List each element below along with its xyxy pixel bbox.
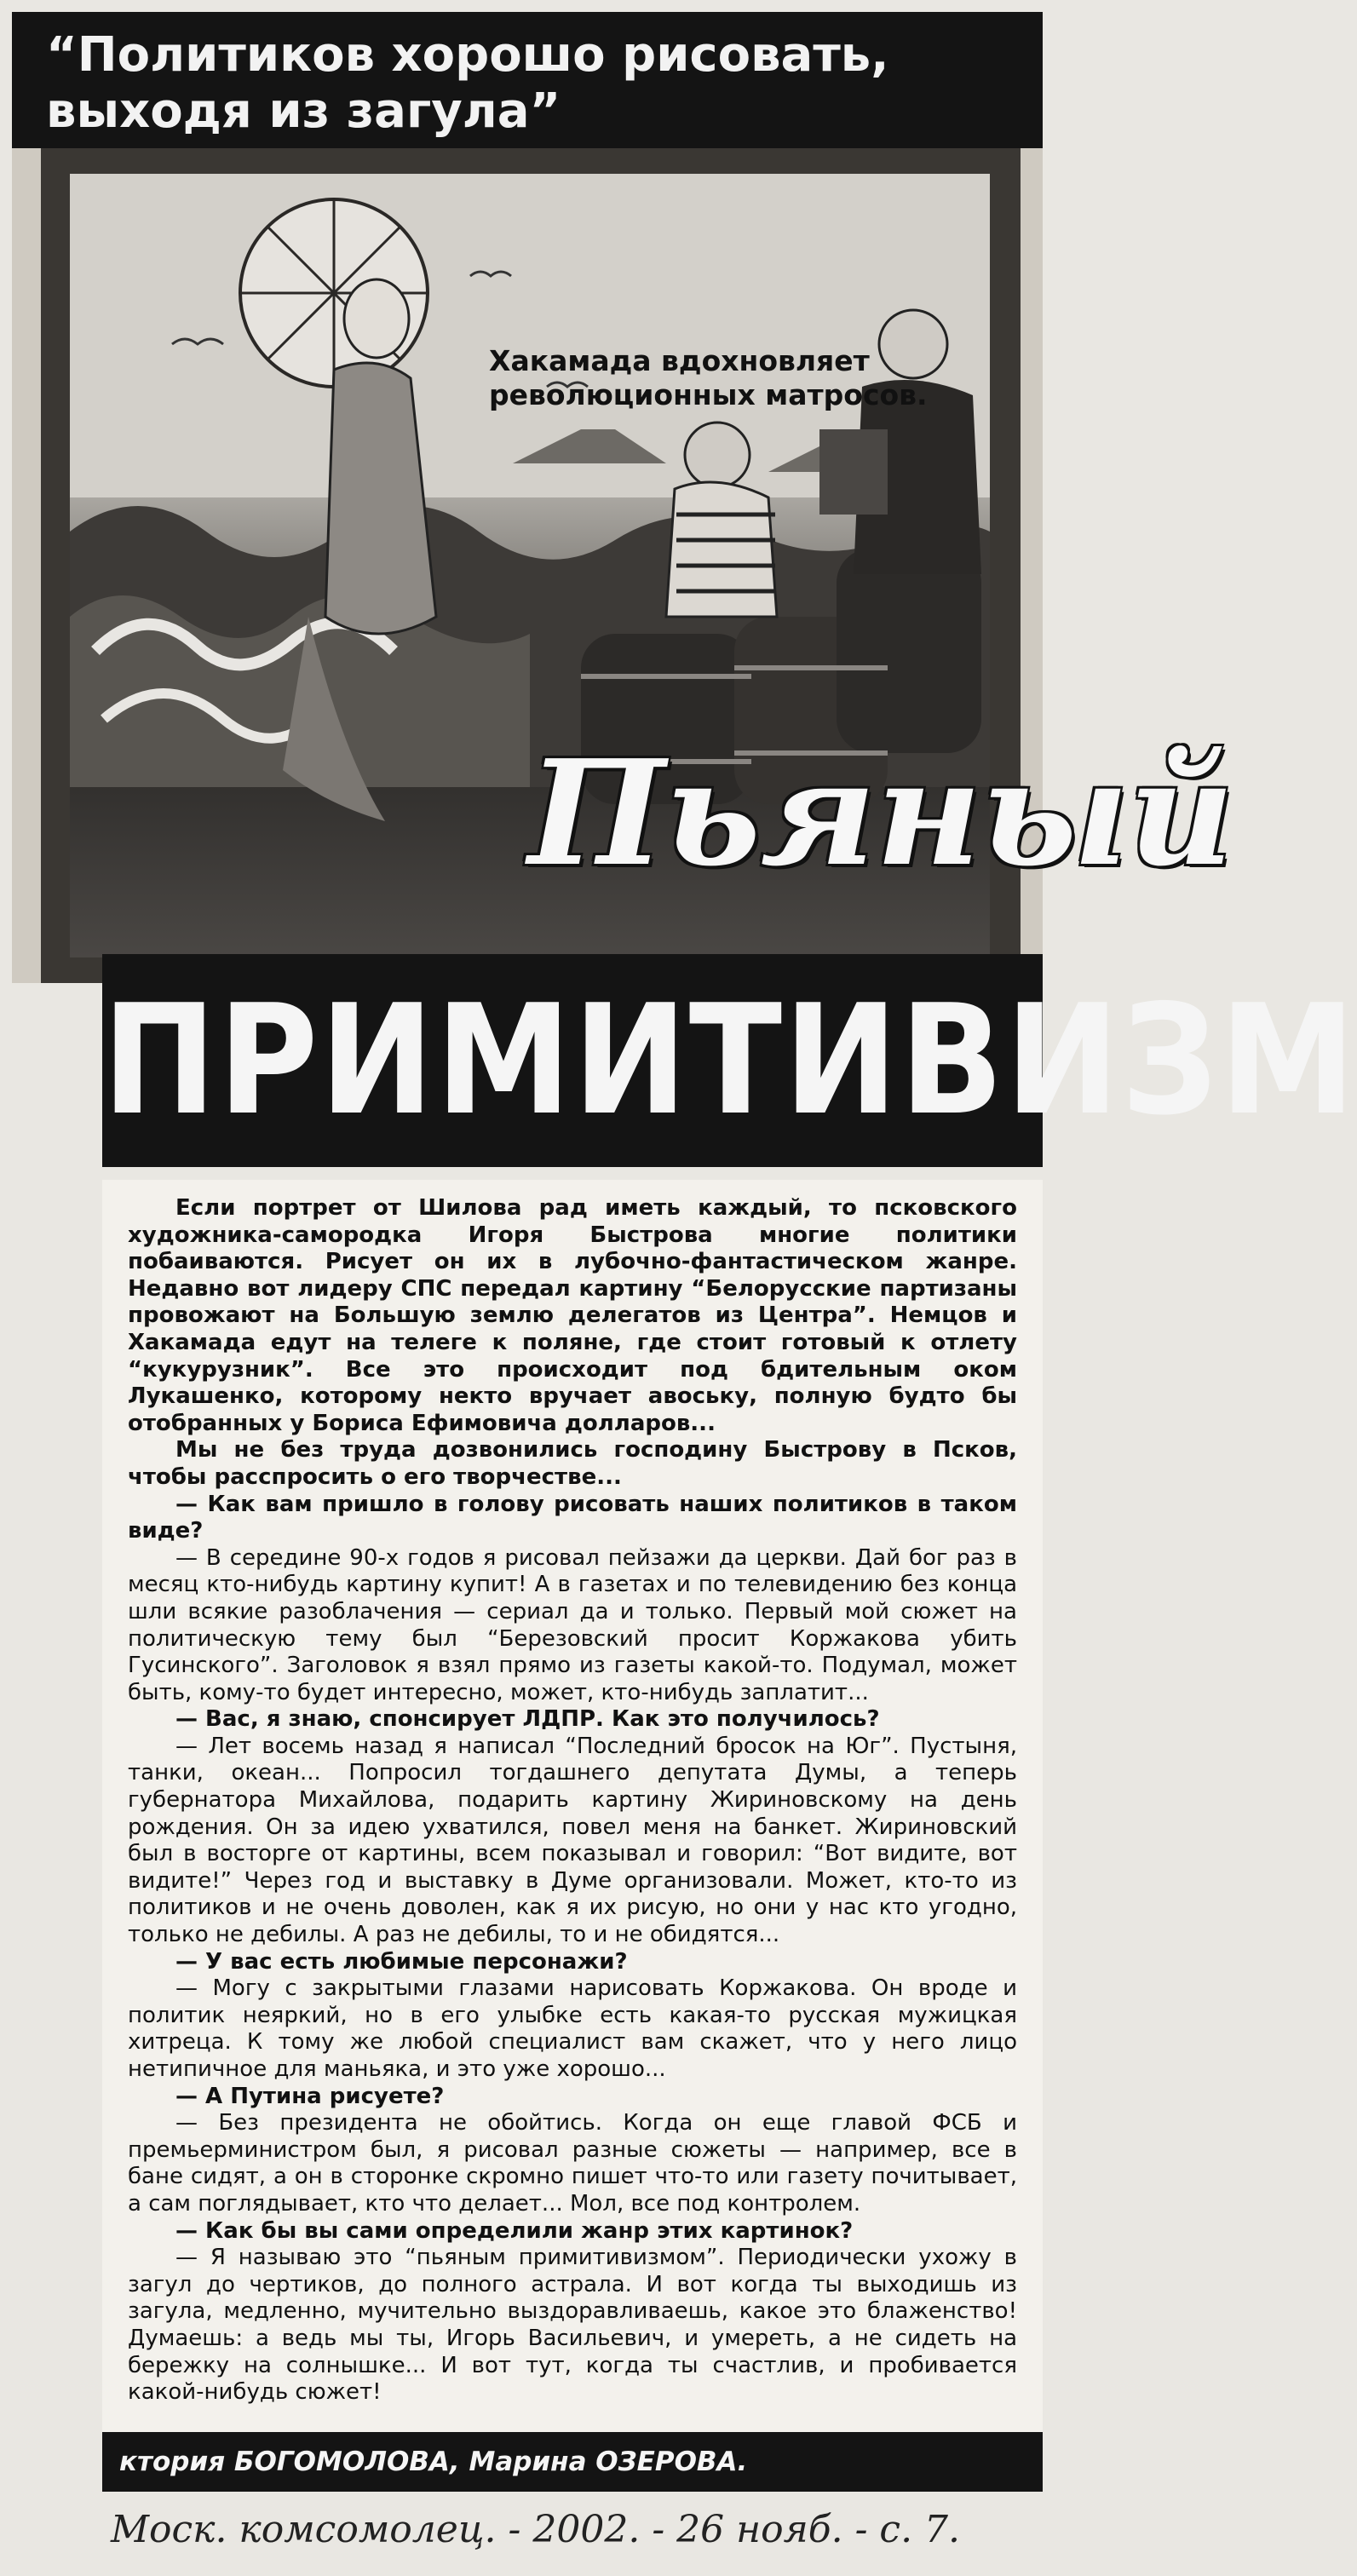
painting-caption-line-1: Хакамада вдохновляет bbox=[489, 344, 870, 377]
interview-answer: — В середине 90-х годов я рисовал пейзажи да церкви. Дай бог раз в месяц кто-нибудь картину купит! А в газетах и по телевидению без конца шли всякие разоблачения — сериал да и только. Первый мой сюжет на политическую тему был “Березовский просит Коржакова убить Гусинского”. Заголовок я взял прямо из газеты какой-то. Подумал, может быть, кому-то будет интересно, может, кто-нибудь заплатит... bbox=[128, 1544, 1017, 1705]
headline-block-word: ПРИМИТИВИЗМ bbox=[102, 954, 1043, 1167]
painting-caption-line-2: революционных матросов. bbox=[489, 378, 928, 411]
interview-question: — Как бы вы сами определили жанр этих картинок? bbox=[175, 2217, 854, 2244]
interview-answer: — Без президента не обойтись. Когда он еще главой ФСБ и премьерминистром был, я рисовал разные сюжеты — например, все в бане сидят, а он в сторонке скромно пишет что-то или газету почитывает, а сам поглядывает, кто что делает... Мол, все под контролем. bbox=[128, 2110, 1017, 2217]
interview-question: — У вас есть любимые персонажи? bbox=[175, 1948, 628, 1975]
interview-answer: — Лет восемь назад я написал “Последний бросок на Юг”. Пустыня, танки, океан... Попросил тогдашнего депутата Думы, а теперь губернатора Михайлова, подарить картину Жириновскому на день рождения. Он за идею ухватился, повел меня на банкет. Жириновский был в восторге от картины, всем показывал и говорил: “Вот видите, вот видите!” Через год и выставку в Думе организовали. Может, кто-то из политиков и не очень доволен, как я их рисую, но они у нас кто угодно, только не дебилы. А раз не дебилы, то и не обидятся... bbox=[128, 1733, 1017, 1948]
interview-question: — А Путина рисуете? bbox=[175, 2083, 445, 2109]
interview-question: — Как вам пришло в голову рисовать наших политиков в таком виде? bbox=[128, 1491, 1017, 1544]
article-credits: ктория БОГОМОЛОВА, Марина ОЗЕРОВА. bbox=[102, 2432, 1043, 2492]
article-intro: Мы не без труда дозвонились господину Быстрову в Псков, чтобы расспросить о его творчестве... bbox=[128, 1437, 1017, 1490]
article-body bbox=[102, 1180, 1043, 2432]
accordion-icon bbox=[819, 429, 888, 515]
sailor-figure bbox=[685, 423, 750, 487]
painting-caption bbox=[489, 344, 932, 412]
geisha-figure bbox=[344, 279, 409, 358]
headline-quote bbox=[12, 12, 1043, 148]
barrel-icon bbox=[837, 549, 981, 753]
handwritten-source-note: Моск. комсомолец. - 2002. - 26 нояб. - с. 7. bbox=[111, 2508, 961, 2551]
headline-quote-line-1: “Политиков хорошо рисовать, bbox=[46, 27, 889, 83]
interview-answer: — Могу с закрытыми глазами нарисовать Коржакова. Он вроде и политик неяркий, но в его улыбке есть какая-то русская мужицкая хитреца. К тому же любой специалист вам скажет, что у него лицо нетипичное для маньяка, и это уже хорошо... bbox=[128, 1975, 1017, 2082]
interview-answer: — Я называю это “пьяным примитивизмом”. Периодически ухожу в загул до чертиков, до полного астрала. И вот когда ты выходишь из загула, медленно, мучительно выздоравливаешь, какое это блаженство! Думаешь: а ведь мы ты, Игорь Васильевич, и умереть, а не сидеть на бережку на солнышке... И вот тут, когда ты счастлив, и пробивается какой-нибудь сюжет! bbox=[128, 2245, 1017, 2406]
headline-quote-line-2: выходя из загула” bbox=[46, 83, 561, 139]
article-lead: Если портрет от Шилова рад иметь каждый, то псковского художника-самородка Игоря Быстрова многие политики побаиваются. Рисует он их в лубочно-фантастическом жанре. Недавно вот лидеру СПС передал картину “Белорусские партизаны провожают на Большую землю делегатов из Центра”. Немцов и Хакамада едут на телеге к поляне, где стоит готовый к отлету “кукурузник”. Все это происходит под бдительным оком Лукашенко, которому некто вручает авоську, полную будто бы отобранных у Бориса Ефимовича долларов... bbox=[128, 1195, 1017, 1436]
interview-question: — Вас, я знаю, спонсирует ЛДПР. Как это получилось? bbox=[175, 1706, 880, 1733]
headline-script-word: Пьяный bbox=[528, 728, 1234, 899]
